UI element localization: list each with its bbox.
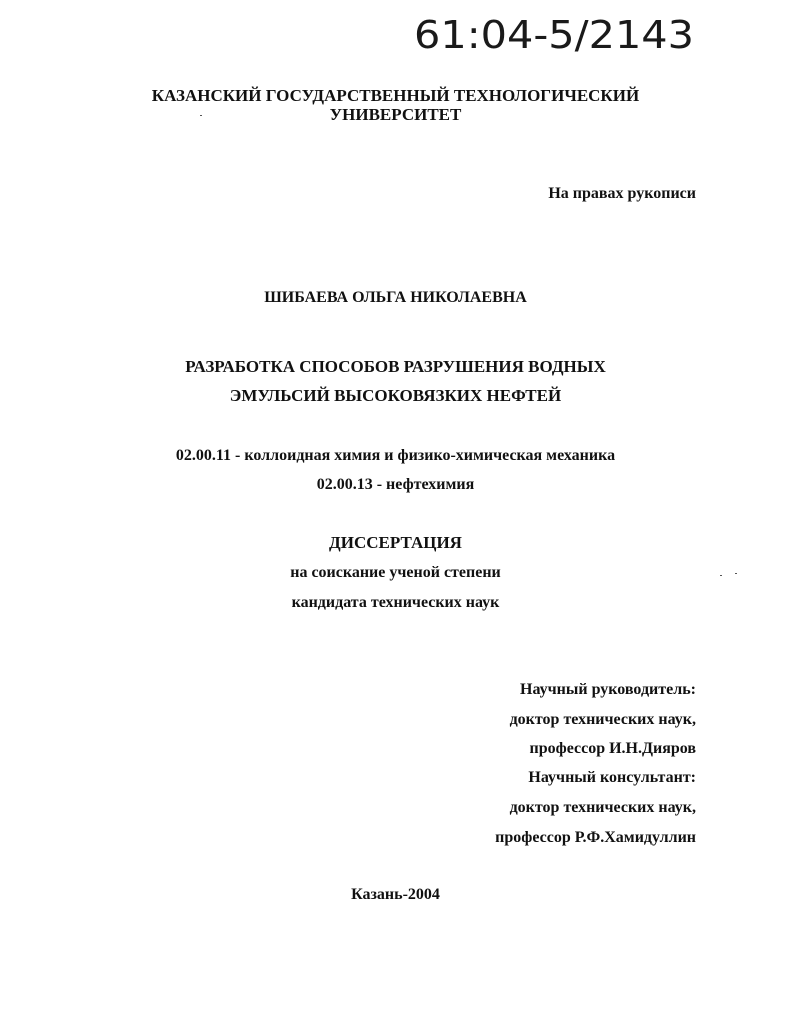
- dissertation-title-line-1: РАЗРАБОТКА СПОСОБОВ РАЗРУШЕНИЯ ВОДНЫХ: [185, 357, 606, 376]
- consultant-name: профессор Р.Ф.Хамидуллин: [495, 829, 696, 846]
- dissertation-title-line-2: ЭМУЛЬСИЙ ВЫСОКОВЯЗКИХ НЕФТЕЙ: [229, 386, 562, 405]
- rights-note: На правах рукописи: [548, 185, 696, 202]
- university-name-line-1: КАЗАНСКИЙ ГОСУДАРСТВЕННЫЙ ТЕХНОЛОГИЧЕСКИЙ: [151, 86, 640, 105]
- supervisor-degree: доктор технических наук,: [509, 711, 696, 728]
- degree-line-2: кандидата технических наук: [291, 594, 500, 611]
- supervisor-heading: Научный руководитель:: [520, 681, 696, 698]
- document-type: ДИССЕРТАЦИЯ: [329, 533, 462, 552]
- archive-number-text: 61:04-5/2143: [414, 13, 694, 57]
- specialty-line-2: 02.00.13 - нефтехимия: [316, 476, 475, 493]
- scan-speck: [735, 573, 737, 574]
- degree-line-1: на соискание ученой степени: [290, 564, 501, 581]
- author-name: ШИБАЕВА ОЛЬГА НИКОЛАЕВНА: [264, 289, 527, 306]
- scan-speck: [200, 115, 202, 116]
- consultant-heading: Научный консультант:: [528, 769, 696, 786]
- handwritten-archive-number: [410, 8, 700, 58]
- scan-speck: [720, 575, 722, 576]
- university-name-line-2: УНИВЕРСИТЕТ: [329, 105, 462, 124]
- consultant-degree: доктор технических наук,: [509, 799, 696, 816]
- specialty-line-1: 02.00.11 - коллоидная химия и физико-химическая механика: [175, 447, 616, 464]
- place-year: Казань-2004: [351, 886, 440, 903]
- supervisor-name: профессор И.Н.Дияров: [529, 740, 696, 757]
